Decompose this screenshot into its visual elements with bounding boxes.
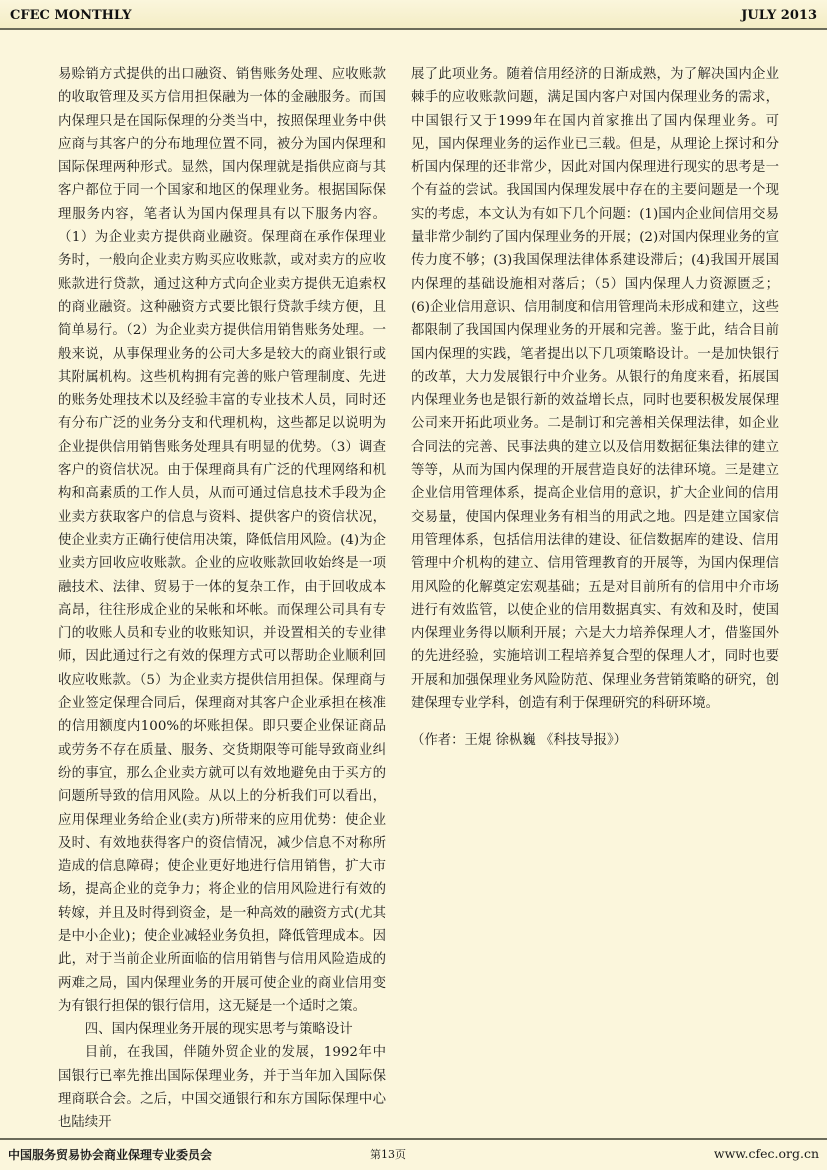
magazine-title: CFEC MONTHLY bbox=[10, 8, 132, 23]
body-paragraph: 展了此项业务。随着信用经济的日渐成熟，为了解决国内企业棘手的应收账款问题，满足国内客户对国内保理业务的需求，中国银行又于1999年在国内首家推出了国内保理业务。可见，国内保理业务的运作业已三载。但是，从理论上探讨和分析国内保理的还非常少，因此对国内保理进行现实的思考是一个有益的尝试。我国国内保理发展中存在的主要问题是一个现实的考虑，本文认为有如下几个问题：(1)国内企业间信用交易量非常少制约了国内保理业务的开展；(2)对国内保理业务的宣传力度不够；(3)我国保理法律体系建设滞后；(4)我国开展国内保理的基础设施相对落后；（5）国内保理人力资源匮乏；(6)企业信用意识、信用制度和信用管理尚未形成和建立，这些都限制了我国国内保理业务的开展和完善。鉴于此，结合目前国内保理的实践，笔者提出以下几项策略设计。一是加快银行的改革，大力发展银行中介业务。从银行的角度来看，拓展国内保理业务也是银行新的效益增长点，同时也要积极发展保理公司来开拓此项业务。二是制订和完善相关保理法律，如企业合同法的完善、民事法典的建立以及信用数据征集法律的建立等等，从而为国内保理的开展营造良好的法律环境。三是建立企业信用管理体系，提高企业信用的意识，扩大企业间的信用交易量，使国内保理业务有相当的用武之地。四是建立国家信用管理体系，包括信用法律的建设、征信数据库的建设、信用管理中介机构的建立、信用管理教育的开展等，为国内保理信用风险的化解奠定宏观基础；五是对目前所有的信用中介市场进行有效监管，以使企业的信用数据真实、有效和及时，使国内保理业务得以顺利开展；六是大力培养保理人才，借鉴国外的先进经验，实施培训工程培养复合型的保理人才，同时也要开展和加强保理业务风险防范、保理业务营销策略的研究，创建保理专业学科，创造有利于保理研究的科研环境。 bbox=[411, 67, 779, 712]
page-number: 第13页 bbox=[370, 1148, 406, 1161]
section-heading: 四、国内保理业务开展的现实思考与策略设计 bbox=[84, 1022, 353, 1038]
body-paragraph: 目前，在我国，伴随外贸企业的发展，1992年中国银行已率先推出国际保理业务，并于当年加入国际保理商联合会。之后，中国交通银行和东方国际保理中心也陆续开 bbox=[58, 1045, 386, 1131]
body-paragraph: 易赊销方式提供的出口融资、销售账务处理、应收账款的收取管理及买方信用担保融为一体的金融服务。而国内保理只是在国际保理的分类当中，按照保理业务中供应商与其客户的分布地理位置不同，被分为国内保理和国际保理两种形式。显然，国内保理就是指供应商与其客户都位于同一个国家和地区的保理业务。根据国际保理服务内容，笔者认为国内保理具有以下服务内容。（1）为企业卖方提供商业融资。保理商在承作保理业务时，一般向企业卖方购买应收账款，或对卖方的应收账款进行贷款，通过这种方式向企业卖方提供无追索权的商业融资。这种融资方式要比银行贷款手续方便，且简单易行。（2）为企业卖方提供信用销售账务处理。一般来说，从事保理业务的公司大多是较大的商业银行或其附属机构。这些机构拥有完善的账户管理制度、先进的账务处理技术以及经验丰富的专业技术人员，同时还有分布广泛的业务分支和代理机构，这些都足以说明为企业提供信用销售账务处理具有明显的优势。（3）调查客户的资信状况。由于保理商具有广泛的代理网络和机构和高素质的工作人员，从而可通过信息技术手段为企业卖方获取客户的信息与资料、提供客户的资信状况，使企业卖方正确行使信用决策，降低信用风险。(4)为企业卖方回收应收账款。企业的应收账款回收始终是一项融技术、法律、贸易于一体的复杂工作，由于回收成本高昂，往往形成企业的呆帐和坏帐。而保理公司具有专门的收账人员和专业的收账知识，并设置相关的专业律师，因此通过行之有效的保理方式可以帮助企业顺利回收应收账款。（5）为企业卖方提供信用担保。保理商与企业签定保理合同后，保理商对其客户企业承担在核准的信用额度内100%的坏账担保。即只要企业保证商品或劳务不存在质量、服务、交货期限等可能导致商业纠纷的事宜，那么企业卖方就可以有效地避免由于买方的问题所导致的信用风险。从以上的分析我们可以看出，应用保理业务给企业(卖方)所带来的应用优势：使企业及时、有效地获得客户的资信情况，减少信息不对称所造成的信息障碍；使企业更好地进行信用销售，扩大市场，提高企业的竞争力；将企业的信用风险进行有效的转嫁，并且及时得到资金，是一种高效的融资方式(尤其是中小企业)；使企业减轻业务负担，降低管理成本。因此，对于当前企业所面临的信用销售与信用风险造成的两难之局，国内保理业务的开展可使企业的商业信用变为有银行担保的银行信用，这无疑是一个适时之策。 bbox=[58, 67, 386, 1014]
issue-date: JULY 2013 bbox=[741, 8, 817, 23]
organization-name: 中国服务贸易协会商业保理专业委员会 bbox=[8, 1148, 213, 1162]
left-column bbox=[58, 63, 386, 1135]
right-column bbox=[411, 63, 779, 753]
page-header bbox=[0, 0, 827, 30]
header-divider bbox=[0, 28, 827, 30]
website-link[interactable]: www.cfec.org.cn bbox=[713, 1146, 819, 1161]
page-footer bbox=[0, 1140, 827, 1170]
author-credit: （作者：王焜 徐枞巍 《科技导报》） bbox=[411, 733, 628, 749]
